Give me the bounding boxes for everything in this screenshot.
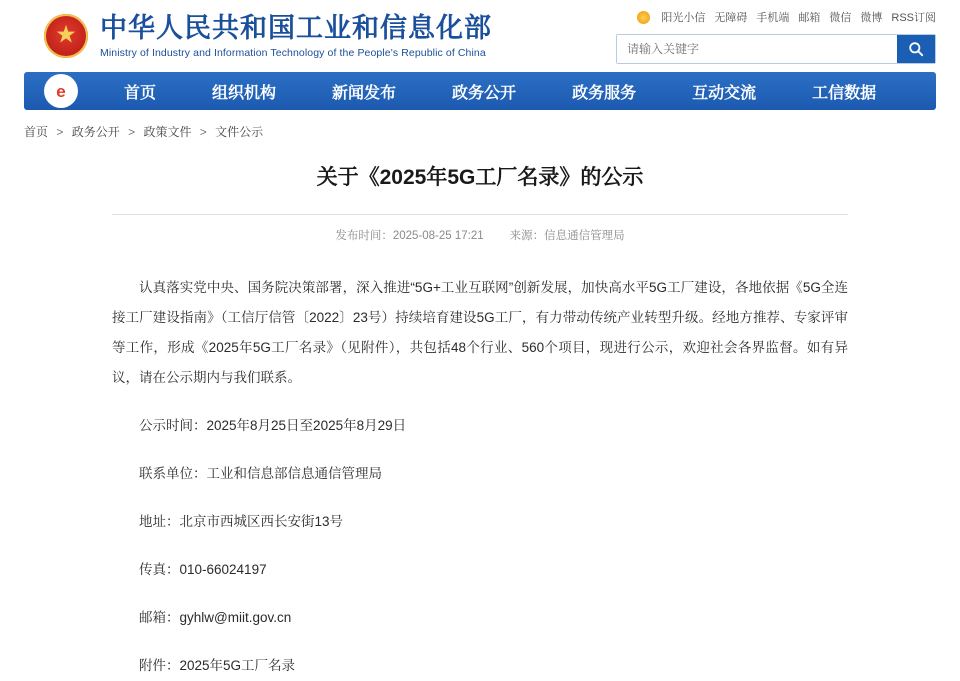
top-link-accessibility[interactable]: 无障碍 bbox=[714, 12, 748, 24]
top-link-sunshine[interactable]: 阳光小信 bbox=[661, 12, 706, 24]
paragraph-contact-unit: 联系单位：工业和信息部信息通信管理局 bbox=[139, 465, 382, 481]
nav-item-interaction[interactable]: 互动交流 bbox=[692, 84, 757, 102]
top-link-mobile[interactable]: 手机端 bbox=[756, 12, 790, 24]
main-nav-wrapper bbox=[0, 72, 960, 110]
paragraph-email: 邮箱：gyhlw@miit.gov.cn bbox=[139, 609, 292, 625]
breadcrumb-item-notice[interactable]: 文件公示 bbox=[215, 125, 264, 139]
nav-item-government-service[interactable]: 政务服务 bbox=[572, 84, 637, 102]
nav-item-government-disclosure[interactable]: 政务公开 bbox=[452, 84, 517, 102]
article-meta bbox=[112, 215, 848, 243]
search-button[interactable] bbox=[897, 35, 935, 63]
national-emblem-icon bbox=[44, 14, 88, 58]
nav-logo-icon[interactable] bbox=[44, 74, 78, 108]
paragraph-attachment[interactable]: 附件：2025年5G工厂名录 bbox=[139, 657, 296, 673]
breadcrumb-item-home[interactable]: 首页 bbox=[24, 125, 49, 139]
site-name-en: Ministry of Industry and Information Technology of the People's Republic of China bbox=[100, 46, 486, 59]
nav-logo-text: e bbox=[56, 81, 66, 101]
search-icon bbox=[908, 41, 924, 57]
article-body bbox=[112, 273, 848, 681]
breadcrumb-item-disclosure[interactable]: 政务公开 bbox=[71, 125, 120, 139]
nav-item-data[interactable]: 工信数据 bbox=[812, 84, 877, 102]
breadcrumb bbox=[0, 110, 960, 140]
paragraph-public-period: 公示时间：2025年8月25日至2025年8月29日 bbox=[139, 417, 407, 433]
article-source: 来源：信息通信管理局 bbox=[509, 229, 625, 242]
site-brand[interactable] bbox=[44, 13, 492, 58]
brand-text bbox=[100, 13, 492, 58]
main-nav bbox=[24, 72, 936, 110]
header-right bbox=[616, 6, 936, 64]
article bbox=[112, 162, 848, 681]
paragraph-main: 认真落实党中央、国务院决策部署，深入推进“5G+工业互联网”创新发展，加快高水平5G工厂建设，各地依据《5G全连接工厂建设指南》（工信厅信管〔2022〕23号）持续培育建设5G工厂，有力带动传统产业转型升级。经地方推荐、专家评审等工作，形成《2025年5G工厂名录》（见附件），共包括48个行业、560个项目，现进行公示，欢迎社会各界监督。如有异议，请在公示期内与我们联系。 bbox=[112, 279, 848, 385]
breadcrumb-separator: > bbox=[199, 125, 207, 139]
top-link-weibo[interactable]: 微博 bbox=[860, 12, 883, 24]
sun-icon bbox=[637, 11, 650, 24]
search-input[interactable] bbox=[617, 35, 897, 63]
site-header bbox=[0, 0, 960, 72]
search-bar bbox=[616, 34, 936, 64]
breadcrumb-separator: > bbox=[56, 125, 64, 139]
publish-time: 发布时间：2025-08-25 17:21 bbox=[335, 229, 484, 242]
paragraph-fax: 传真：010-66024197 bbox=[139, 561, 267, 577]
top-link-wechat[interactable]: 微信 bbox=[829, 12, 852, 24]
breadcrumb-separator: > bbox=[128, 125, 136, 139]
nav-item-organization[interactable]: 组织机构 bbox=[212, 84, 277, 102]
breadcrumb-item-policy[interactable]: 政策文件 bbox=[143, 125, 192, 139]
top-link-mail[interactable]: 邮箱 bbox=[798, 12, 821, 24]
site-name-cn: 中华人民共和国工业和信息化部 bbox=[100, 13, 492, 44]
nav-item-home[interactable]: 首页 bbox=[124, 84, 157, 102]
paragraph-address: 地址：北京市西城区西长安街13号 bbox=[139, 513, 344, 529]
top-links bbox=[616, 6, 936, 28]
nav-item-news[interactable]: 新闻发布 bbox=[332, 84, 397, 102]
page-title: 关于《2025年5G工厂名录》的公示 bbox=[112, 162, 848, 215]
top-link-rss[interactable]: RSS订阅 bbox=[891, 12, 936, 24]
